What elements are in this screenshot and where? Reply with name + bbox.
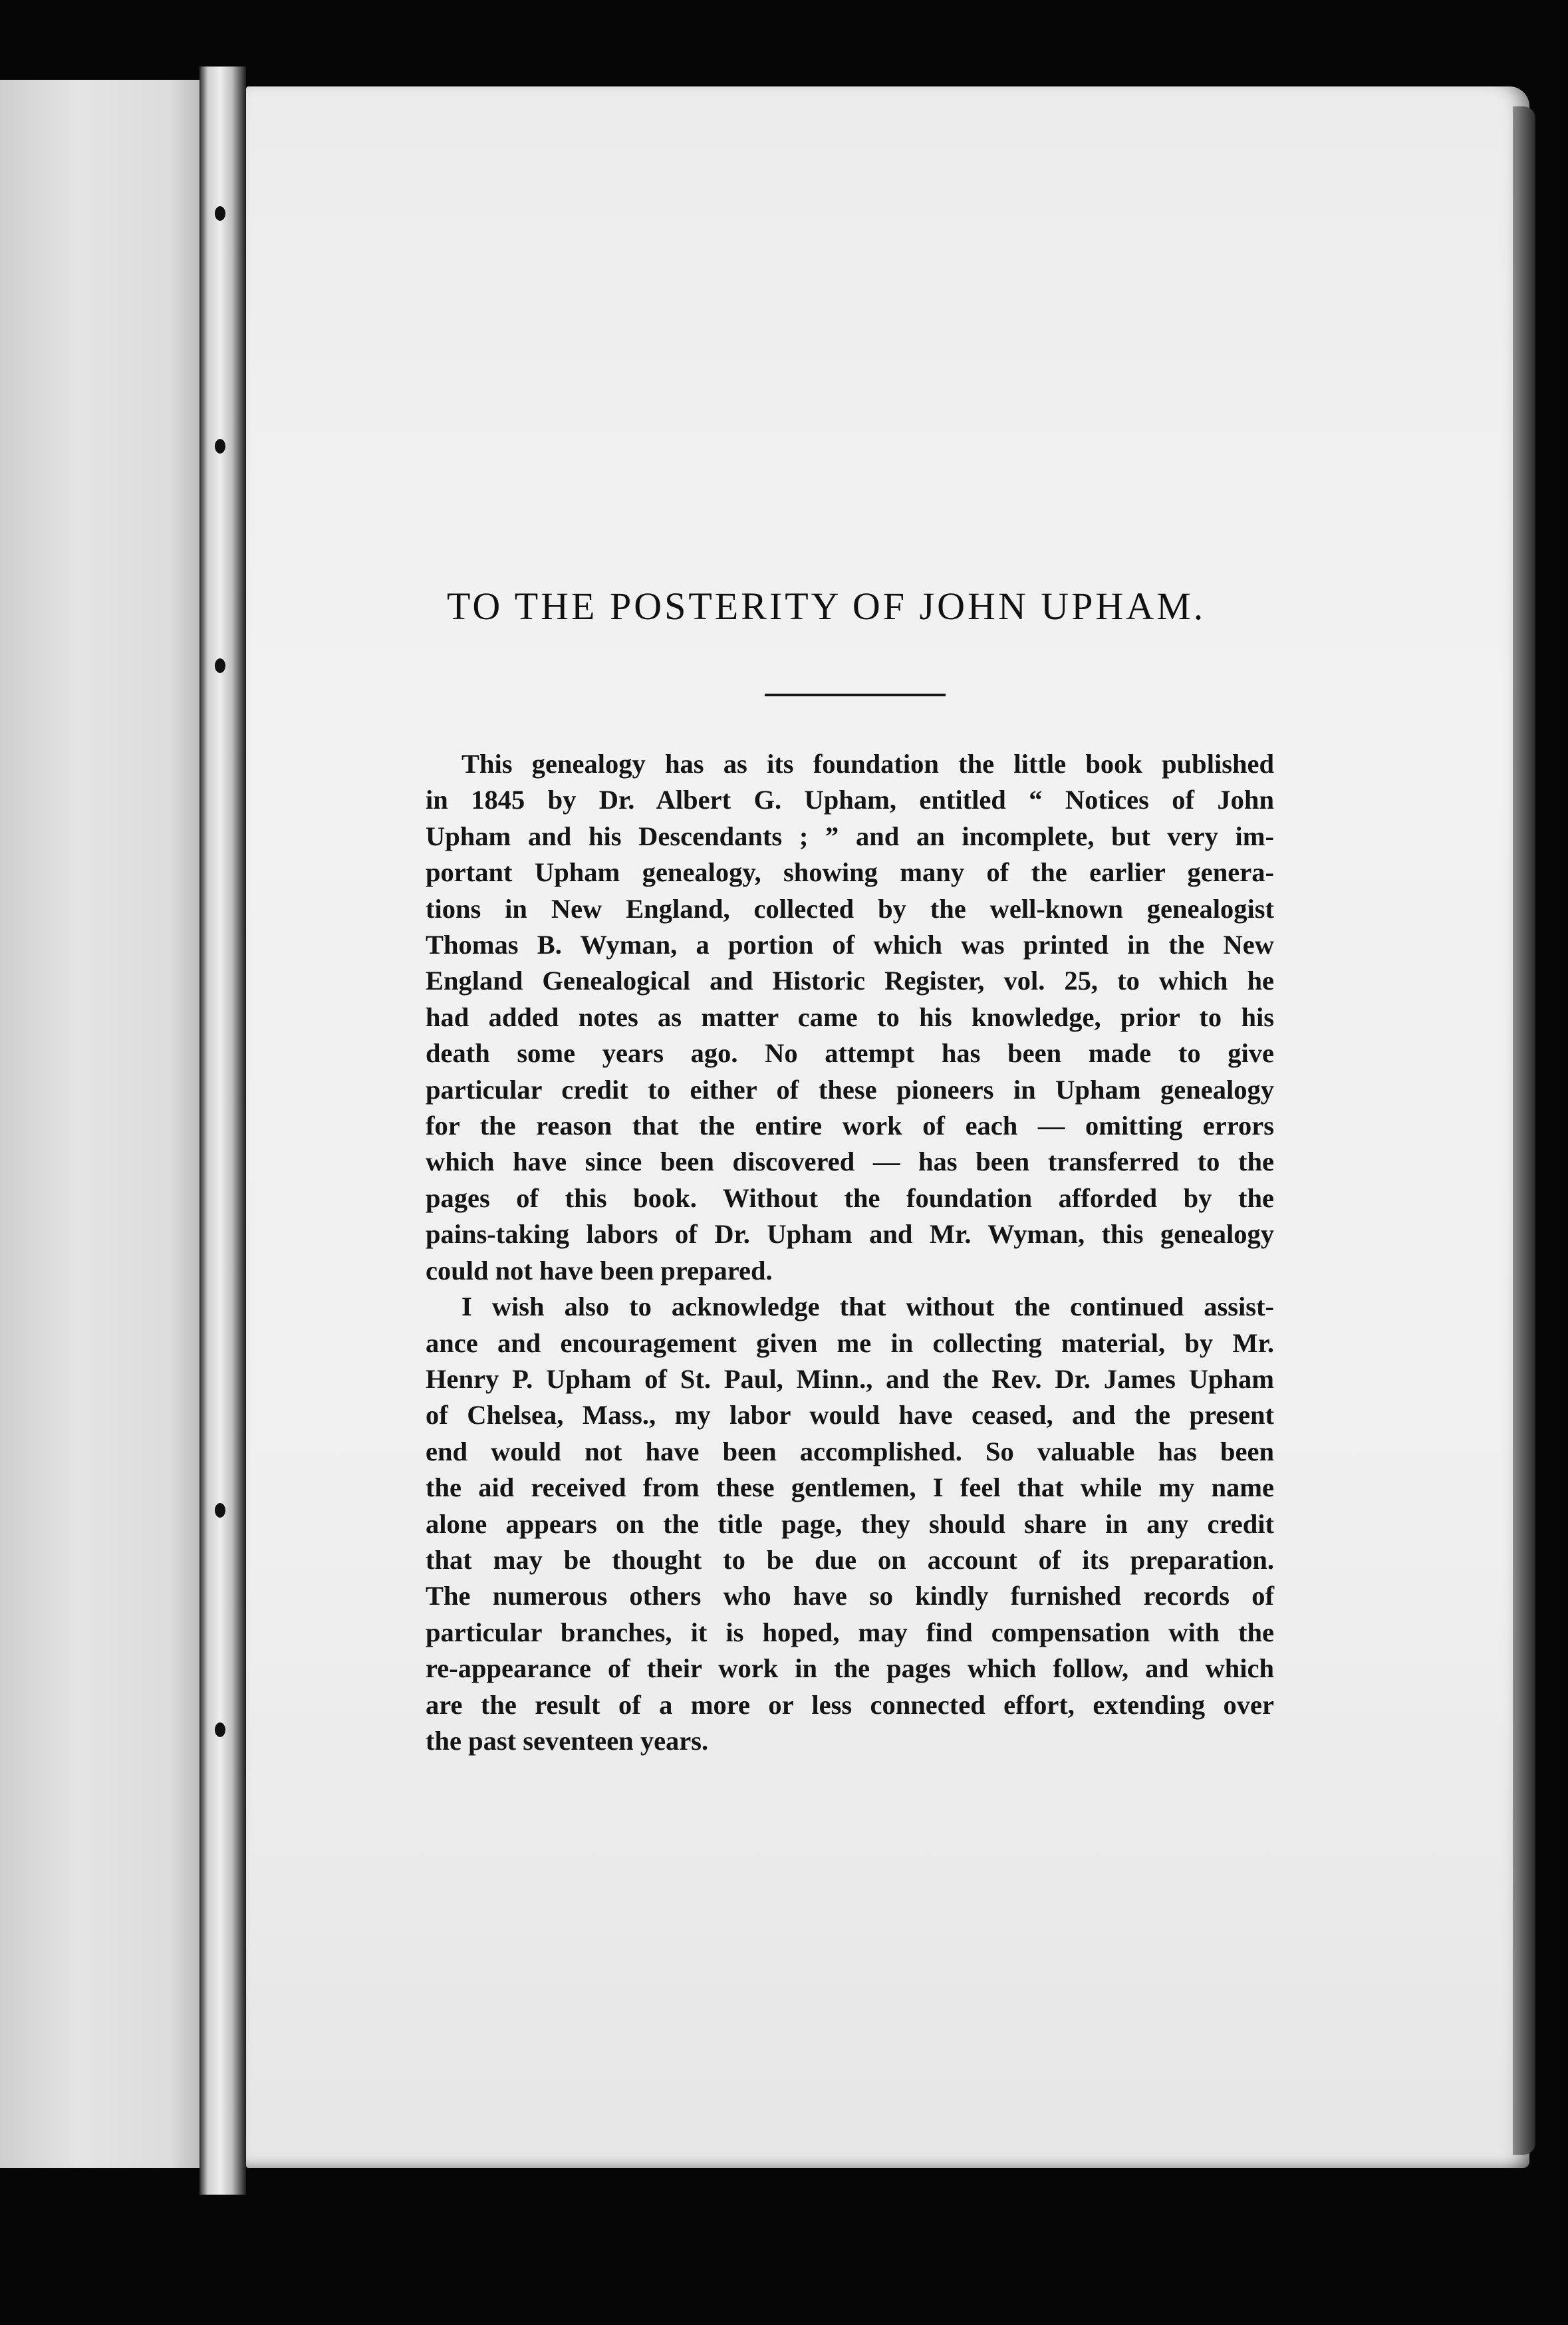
paragraph-2 [426, 1289, 1274, 1759]
text-line: Thomas B. Wyman, a portion of which was printed in the New [426, 930, 1274, 960]
text-line: portant Upham genealogy, showing many of the earlier genera- [426, 857, 1274, 888]
text-line: This genealogy has as its foundation the little book published [461, 749, 1274, 779]
text-line: England Genealogical and Historic Register, vol. 25, to which he [426, 966, 1274, 996]
text-line: could not have been prepared. [426, 1255, 773, 1286]
text-line: pains-taking labors of Dr. Upham and Mr. Wyman, this genealogy [426, 1219, 1274, 1250]
text-line: of Chelsea, Mass., my labor would have ceased, and the present [426, 1400, 1274, 1431]
title-rule [765, 694, 946, 696]
text-line: for the reason that the entire work of each — omitting errors [426, 1111, 1274, 1141]
text-line: pages of this book. Without the foundation afforded by the [426, 1182, 1274, 1213]
text-line: the aid received from these gentlemen, I feel that while my name [426, 1472, 1274, 1503]
text-line: which have since been discovered — has been transferred to the [426, 1147, 1274, 1177]
spine-mark [215, 1722, 225, 1737]
spine-mark [215, 658, 225, 673]
text-line: The numerous others who have so kindly furnished records of [426, 1581, 1274, 1611]
spine-mark [215, 206, 225, 221]
page-title: TO THE POSTERITY OF JOHN UPHAM. [447, 585, 1206, 628]
text-line: ance and encouragement given me in collecting material, by Mr. [426, 1327, 1274, 1358]
text-line: Upham and his Descendants ; ” and an incomplete, but very im- [426, 821, 1274, 851]
left-page-edge [0, 80, 199, 2168]
text-line: the past seventeen years. [426, 1725, 709, 1756]
text-line: end would not have been accomplished. So valuable has been [426, 1436, 1274, 1466]
text-line: particular branches, it is hoped, may find compensation with the [426, 1617, 1274, 1647]
page-fore-edge-shadow [1513, 106, 1535, 2155]
text-line: Henry P. Upham of St. Paul, Minn., and the Rev. Dr. James Upham [426, 1363, 1274, 1394]
text-line: alone appears on the title page, they should share in any credit [426, 1508, 1274, 1539]
dedication-text [426, 746, 1274, 1759]
text-line: in 1845 by Dr. Albert G. Upham, entitled “ Notices of John [426, 785, 1274, 815]
paragraph-1 [426, 746, 1274, 1289]
text-line: that may be thought to be due on account of its preparation. [426, 1544, 1274, 1575]
spine-mark [215, 1503, 225, 1518]
text-line: tions in New England, collected by the well-known genealogist [426, 893, 1274, 924]
text-line: I wish also to acknowledge that without the continued assist- [461, 1292, 1274, 1322]
spine-mark [215, 439, 225, 454]
text-line: re-appearance of their work in the pages which follow, and which [426, 1653, 1274, 1684]
text-line: particular credit to either of these pioneers in Upham genealogy [426, 1074, 1274, 1105]
book-binding [199, 67, 246, 2195]
text-line: are the result of a more or less connected effort, extending over [426, 1689, 1274, 1720]
text-line: death some years ago. No attempt has been made to give [426, 1038, 1274, 1069]
text-line: had added notes as matter came to his knowledge, prior to his [426, 1002, 1274, 1032]
